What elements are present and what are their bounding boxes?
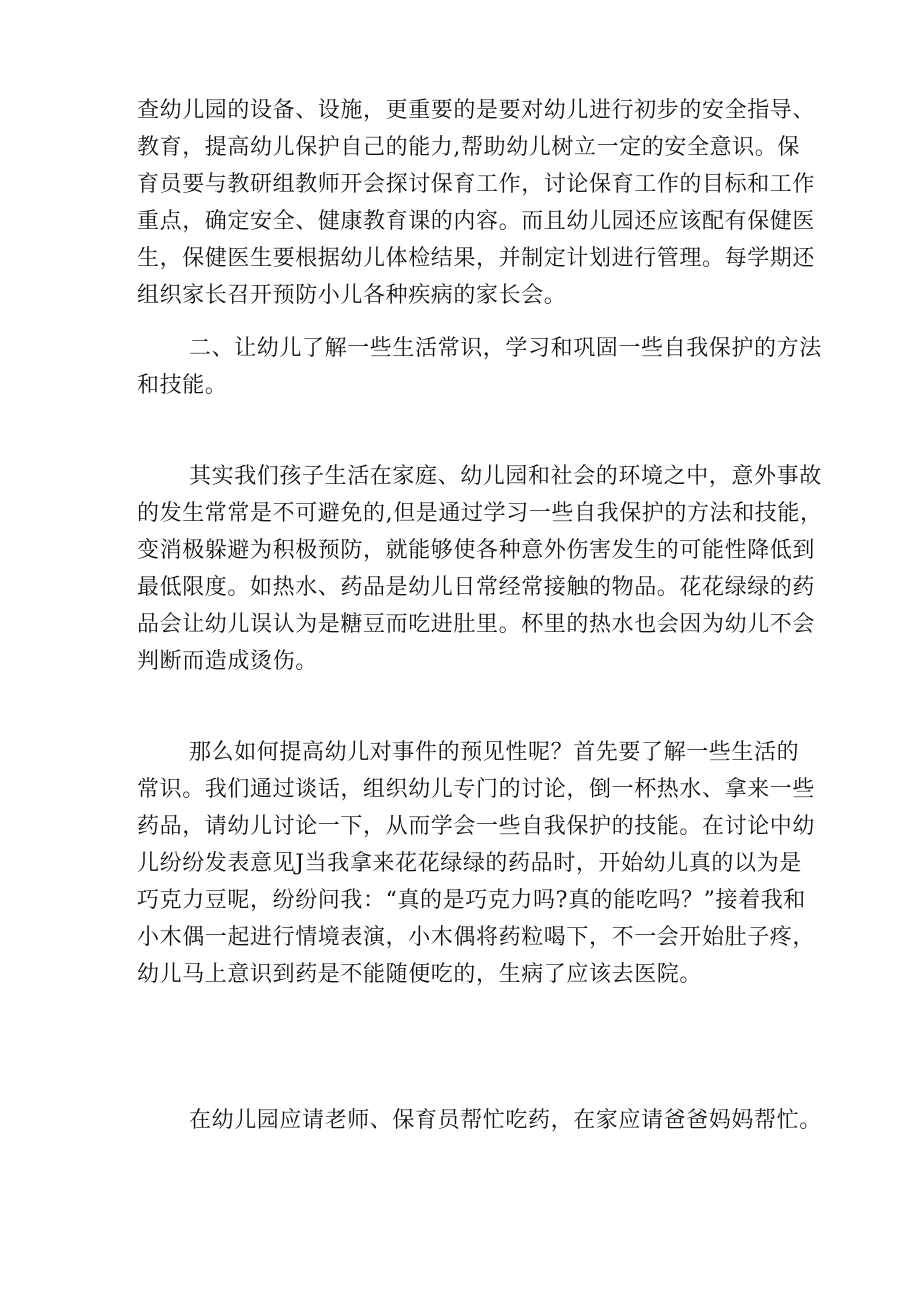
- section-heading-two: [137, 330, 822, 404]
- text-line: 最低限度。如热水、药品是幼儿日常经常接触的物品。花花绿绿的药: [137, 575, 816, 600]
- text-line-content: 那么如何提高幼儿对事件的预见性呢？首先要了解一些生活的: [189, 740, 800, 765]
- text-line: 儿纷纷发表意见J当我拿来花花绿绿的药品时，开始幼儿真的以为是: [137, 851, 802, 876]
- text-line-content: 其实我们孩子生活在家庭、幼儿园和社会的环境之中，意外事故: [189, 464, 822, 489]
- text-line: 和技能。: [137, 373, 228, 398]
- text-line: 组织家长召开预防小儿各种疾病的家长会。: [137, 283, 567, 308]
- text-line: 变消极躲避为积极预防，就能够使各种意外伤害发生的可能性降低到: [137, 538, 816, 563]
- text-line: [137, 1102, 822, 1139]
- paragraph-kindergarten-facilities: [137, 92, 816, 314]
- text-line: 育员要与教研组教师开会探讨保育工作，讨论保育工作的目标和工作: [137, 172, 816, 197]
- text-line: 生，保健医生要根据幼儿体检结果，并制定计划进行管理。每学期还: [137, 246, 816, 271]
- text-line: [137, 734, 800, 771]
- paragraph-accident-prevention: [137, 458, 823, 680]
- paragraph-foresight-discussion: [137, 734, 816, 993]
- text-line-content: 在幼儿园应请老师、保育员帮忙吃药，在家应请爸爸妈妈帮忙。: [189, 1108, 822, 1133]
- text-line-content: 二、让幼儿了解一些生活常识，学习和巩固一些自我保护的方法: [189, 336, 822, 361]
- text-line: 幼儿马上意识到药是不能随便吃的，生病了应该去医院。: [137, 962, 703, 987]
- text-line: 常识。我们通过谈话，组织幼儿专门的讨论，倒一杯热水、拿来一些: [137, 777, 816, 802]
- text-line: 品会让幼儿误认为是糖豆而吃进肚里。杯里的热水也会因为幼儿不会: [137, 612, 816, 637]
- text-line: [137, 330, 822, 367]
- text-line: 重点，确定安全、健康教育课的内容。而且幼儿园还应该配有保健医: [137, 209, 816, 234]
- text-line: [137, 458, 822, 495]
- text-line: 小木偶一起进行情境表演，小木偶将药粒喝下，不一会开始肚子疼，: [137, 925, 816, 950]
- text-line: 的发生常常是不可避免的,但是通过学习一些自我保护的方法和技能，: [137, 501, 823, 526]
- text-line: 判断而造成烫伤。: [137, 649, 318, 674]
- paragraph-medicine-help: [137, 1102, 822, 1139]
- text-line: 查幼儿园的设备、设施，更重要的是要对幼儿进行初步的安全指导、: [137, 98, 816, 123]
- text-line: 药品，请幼儿讨论一下，从而学会一些自我保护的技能。在讨论中幼: [137, 814, 816, 839]
- text-line: 巧克力豆呢，纷纷问我：“真的是巧克力吗?真的能吃吗？”接着我和: [137, 888, 806, 913]
- text-line: 教育，提高幼儿保护自己的能力,帮助幼儿树立一定的安全意识。保: [137, 135, 800, 160]
